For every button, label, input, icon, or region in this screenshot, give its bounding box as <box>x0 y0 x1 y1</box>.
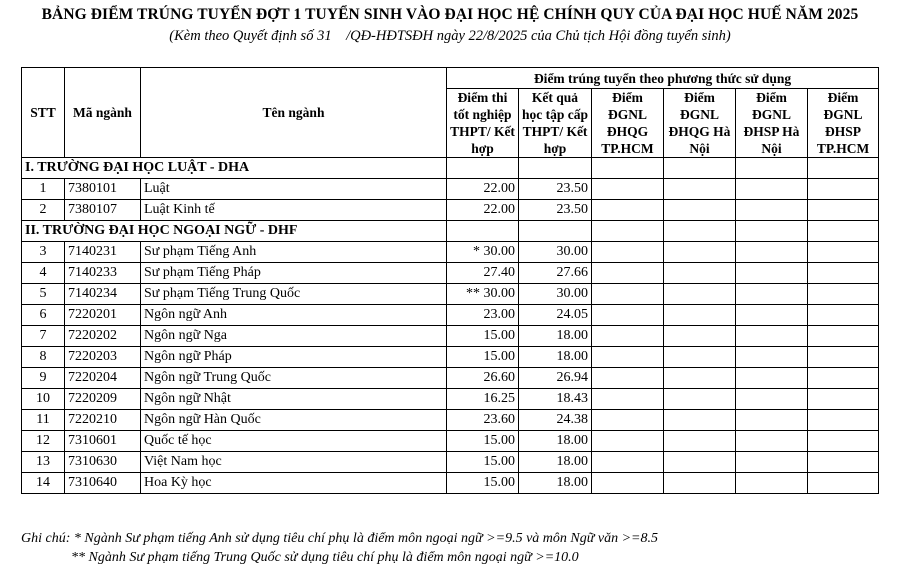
hocba-score-cell: 23.50 <box>519 179 592 200</box>
major-name-cell: Ngôn ngữ Hàn Quốc <box>141 410 447 431</box>
empty-cell <box>519 158 592 179</box>
dhsp-hcm-cell <box>808 452 879 473</box>
hocba-score-cell: 18.00 <box>519 452 592 473</box>
dgnl-hcm-cell <box>592 200 664 221</box>
major-name-cell: Sư phạm Tiếng Trung Quốc <box>141 284 447 305</box>
empty-cell <box>447 158 519 179</box>
major-name-cell: Ngôn ngữ Pháp <box>141 347 447 368</box>
dhsp-hn-cell <box>736 200 808 221</box>
empty-cell <box>592 221 664 242</box>
empty-cell <box>664 158 736 179</box>
dhsp-hcm-cell <box>808 305 879 326</box>
empty-cell <box>592 158 664 179</box>
dhsp-hcm-cell <box>808 242 879 263</box>
dhsp-hcm-cell <box>808 431 879 452</box>
stt-cell: 1 <box>22 179 65 200</box>
dhsp-hcm-cell <box>808 326 879 347</box>
hocba-score-cell: 18.00 <box>519 347 592 368</box>
major-name-cell: Ngôn ngữ Nhật <box>141 389 447 410</box>
thpt-score-cell: 22.00 <box>447 200 519 221</box>
table-row <box>22 368 879 389</box>
header-method-dgnl-hn: Điểm ĐGNL ĐHQG Hà Nội <box>664 89 736 158</box>
dgnl-hn-cell <box>664 284 736 305</box>
table-row <box>22 410 879 431</box>
thpt-score-cell: 15.00 <box>447 431 519 452</box>
hocba-score-cell: 18.43 <box>519 389 592 410</box>
stt-cell: 10 <box>22 389 65 410</box>
table-row <box>22 263 879 284</box>
thpt-score-cell: 23.00 <box>447 305 519 326</box>
dhsp-hn-cell <box>736 452 808 473</box>
major-name-cell: Sư phạm Tiếng Pháp <box>141 263 447 284</box>
dhsp-hn-cell <box>736 284 808 305</box>
hocba-score-cell: 24.05 <box>519 305 592 326</box>
dgnl-hn-cell <box>664 347 736 368</box>
dgnl-hcm-cell <box>592 326 664 347</box>
code-cell: 7140231 <box>65 242 141 263</box>
table-row <box>22 284 879 305</box>
thpt-score-cell: * 30.00 <box>447 242 519 263</box>
section-row <box>22 221 879 242</box>
hocba-score-cell: 30.00 <box>519 284 592 305</box>
major-name-cell: Ngôn ngữ Trung Quốc <box>141 368 447 389</box>
thpt-score-cell: 15.00 <box>447 326 519 347</box>
dgnl-hn-cell <box>664 200 736 221</box>
table-row <box>22 305 879 326</box>
thpt-score-cell: 26.60 <box>447 368 519 389</box>
stt-cell: 4 <box>22 263 65 284</box>
dgnl-hcm-cell <box>592 473 664 494</box>
code-cell: 7310601 <box>65 431 141 452</box>
dhsp-hcm-cell <box>808 473 879 494</box>
stt-cell: 12 <box>22 431 65 452</box>
hocba-score-cell: 24.38 <box>519 410 592 431</box>
dgnl-hn-cell <box>664 368 736 389</box>
header-method-thpt: Điểm thi tốt nghiệp THPT/ Kết hợp <box>447 89 519 158</box>
header-ten-nganh: Tên ngành <box>141 68 447 158</box>
dgnl-hcm-cell <box>592 263 664 284</box>
dgnl-hn-cell <box>664 242 736 263</box>
major-name-cell: Ngôn ngữ Nga <box>141 326 447 347</box>
dgnl-hcm-cell <box>592 179 664 200</box>
dgnl-hcm-cell <box>592 305 664 326</box>
hocba-score-cell: 30.00 <box>519 242 592 263</box>
hocba-score-cell: 27.66 <box>519 263 592 284</box>
thpt-score-cell: 27.40 <box>447 263 519 284</box>
dgnl-hn-cell <box>664 452 736 473</box>
stt-cell: 3 <box>22 242 65 263</box>
dhsp-hn-cell <box>736 431 808 452</box>
dhsp-hcm-cell <box>808 389 879 410</box>
stt-cell: 8 <box>22 347 65 368</box>
header-method-dhsp-hcm: Điểm ĐGNL ĐHSP TP.HCM <box>808 89 879 158</box>
dhsp-hn-cell <box>736 473 808 494</box>
section-row <box>22 158 879 179</box>
dgnl-hcm-cell <box>592 389 664 410</box>
stt-cell: 11 <box>22 410 65 431</box>
code-cell: 7380107 <box>65 200 141 221</box>
code-cell: 7140234 <box>65 284 141 305</box>
stt-cell: 9 <box>22 368 65 389</box>
table-row <box>22 473 879 494</box>
dgnl-hcm-cell <box>592 347 664 368</box>
thpt-score-cell: 22.00 <box>447 179 519 200</box>
major-name-cell: Quốc tế học <box>141 431 447 452</box>
empty-cell <box>808 158 879 179</box>
stt-cell: 7 <box>22 326 65 347</box>
dgnl-hn-cell <box>664 389 736 410</box>
table-row <box>22 326 879 347</box>
dhsp-hcm-cell <box>808 410 879 431</box>
dgnl-hn-cell <box>664 305 736 326</box>
dhsp-hn-cell <box>736 263 808 284</box>
dhsp-hcm-cell <box>808 347 879 368</box>
header-ma-nganh: Mã ngành <box>65 68 141 158</box>
dhsp-hn-cell <box>736 410 808 431</box>
code-cell: 7220202 <box>65 326 141 347</box>
hocba-score-cell: 18.00 <box>519 431 592 452</box>
thpt-score-cell: 23.60 <box>447 410 519 431</box>
admission-score-table <box>21 67 879 494</box>
note-line-2: ** Ngành Sư phạm tiếng Trung Quốc sử dụng tiêu chí phụ là điểm môn ngoại ngữ >=10.0 <box>71 550 579 565</box>
dgnl-hn-cell <box>664 473 736 494</box>
header-method-dgnl-hcm: Điểm ĐGNL ĐHQG TP.HCM <box>592 89 664 158</box>
dhsp-hn-cell <box>736 179 808 200</box>
code-cell: 7220209 <box>65 389 141 410</box>
empty-cell <box>447 221 519 242</box>
hocba-score-cell: 23.50 <box>519 200 592 221</box>
stt-cell: 6 <box>22 305 65 326</box>
header-score-group: Điểm trúng tuyển theo phương thức sử dụng <box>447 68 879 89</box>
hocba-score-cell: 18.00 <box>519 326 592 347</box>
thpt-score-cell: ** 30.00 <box>447 284 519 305</box>
dgnl-hcm-cell <box>592 284 664 305</box>
empty-cell <box>736 221 808 242</box>
stt-cell: 13 <box>22 452 65 473</box>
section-name: II. TRƯỜNG ĐẠI HỌC NGOẠI NGỮ - DHF <box>22 221 447 242</box>
dgnl-hcm-cell <box>592 431 664 452</box>
dhsp-hn-cell <box>736 242 808 263</box>
dhsp-hn-cell <box>736 326 808 347</box>
dgnl-hcm-cell <box>592 242 664 263</box>
hocba-score-cell: 26.94 <box>519 368 592 389</box>
dgnl-hn-cell <box>664 431 736 452</box>
major-name-cell: Luật <box>141 179 447 200</box>
empty-cell <box>808 221 879 242</box>
major-name-cell: Hoa Kỳ học <box>141 473 447 494</box>
document-subtitle: (Kèm theo Quyết định số 31 /QĐ-HĐTSĐH ngày 22/8/2025 của Chủ tịch Hội đồng tuyển sinh) <box>169 28 731 44</box>
table-row <box>22 179 879 200</box>
table-row <box>22 452 879 473</box>
stt-cell: 5 <box>22 284 65 305</box>
dhsp-hn-cell <box>736 389 808 410</box>
header-method-hocba: Kết quả học tập cấp THPT/ Kết hợp <box>519 89 592 158</box>
hocba-score-cell: 18.00 <box>519 473 592 494</box>
code-cell: 7220201 <box>65 305 141 326</box>
empty-cell <box>736 158 808 179</box>
thpt-score-cell: 15.00 <box>447 452 519 473</box>
table-row <box>22 200 879 221</box>
dhsp-hn-cell <box>736 368 808 389</box>
code-cell: 7140233 <box>65 263 141 284</box>
empty-cell <box>664 221 736 242</box>
dhsp-hcm-cell <box>808 263 879 284</box>
code-cell: 7220203 <box>65 347 141 368</box>
table-row <box>22 389 879 410</box>
major-name-cell: Luật Kinh tế <box>141 200 447 221</box>
thpt-score-cell: 15.00 <box>447 347 519 368</box>
header-stt: STT <box>22 68 65 158</box>
thpt-score-cell: 15.00 <box>447 473 519 494</box>
dgnl-hn-cell <box>664 263 736 284</box>
header-method-dhsp-hn: Điểm ĐGNL ĐHSP Hà Nội <box>736 89 808 158</box>
code-cell: 7380101 <box>65 179 141 200</box>
note-line-1: Ghi chú: * Ngành Sư phạm tiếng Anh sử dụng tiêu chí phụ là điểm môn ngoại ngữ >=9.5 và môn Ngữ văn >=8.5 <box>21 531 658 546</box>
table-body <box>22 158 879 494</box>
thpt-score-cell: 16.25 <box>447 389 519 410</box>
dhsp-hn-cell <box>736 305 808 326</box>
empty-cell <box>519 221 592 242</box>
major-name-cell: Ngôn ngữ Anh <box>141 305 447 326</box>
dgnl-hn-cell <box>664 410 736 431</box>
dgnl-hcm-cell <box>592 410 664 431</box>
code-cell: 7220204 <box>65 368 141 389</box>
table-row <box>22 431 879 452</box>
dhsp-hcm-cell <box>808 179 879 200</box>
code-cell: 7310640 <box>65 473 141 494</box>
dhsp-hcm-cell <box>808 368 879 389</box>
stt-cell: 2 <box>22 200 65 221</box>
dgnl-hcm-cell <box>592 452 664 473</box>
dhsp-hcm-cell <box>808 200 879 221</box>
code-cell: 7220210 <box>65 410 141 431</box>
dgnl-hn-cell <box>664 326 736 347</box>
dgnl-hn-cell <box>664 179 736 200</box>
dgnl-hcm-cell <box>592 368 664 389</box>
dhsp-hn-cell <box>736 347 808 368</box>
major-name-cell: Sư phạm Tiếng Anh <box>141 242 447 263</box>
stt-cell: 14 <box>22 473 65 494</box>
major-name-cell: Việt Nam học <box>141 452 447 473</box>
table-row <box>22 347 879 368</box>
document-title: BẢNG ĐIỂM TRÚNG TUYỂN ĐỢT 1 TUYỂN SINH VÀO ĐẠI HỌC HỆ CHÍNH QUY CỦA ĐẠI HỌC HUẾ NĂM 2025 <box>41 6 859 23</box>
section-name: I. TRƯỜNG ĐẠI HỌC LUẬT - DHA <box>22 158 447 179</box>
dhsp-hcm-cell <box>808 284 879 305</box>
table-row <box>22 242 879 263</box>
code-cell: 7310630 <box>65 452 141 473</box>
